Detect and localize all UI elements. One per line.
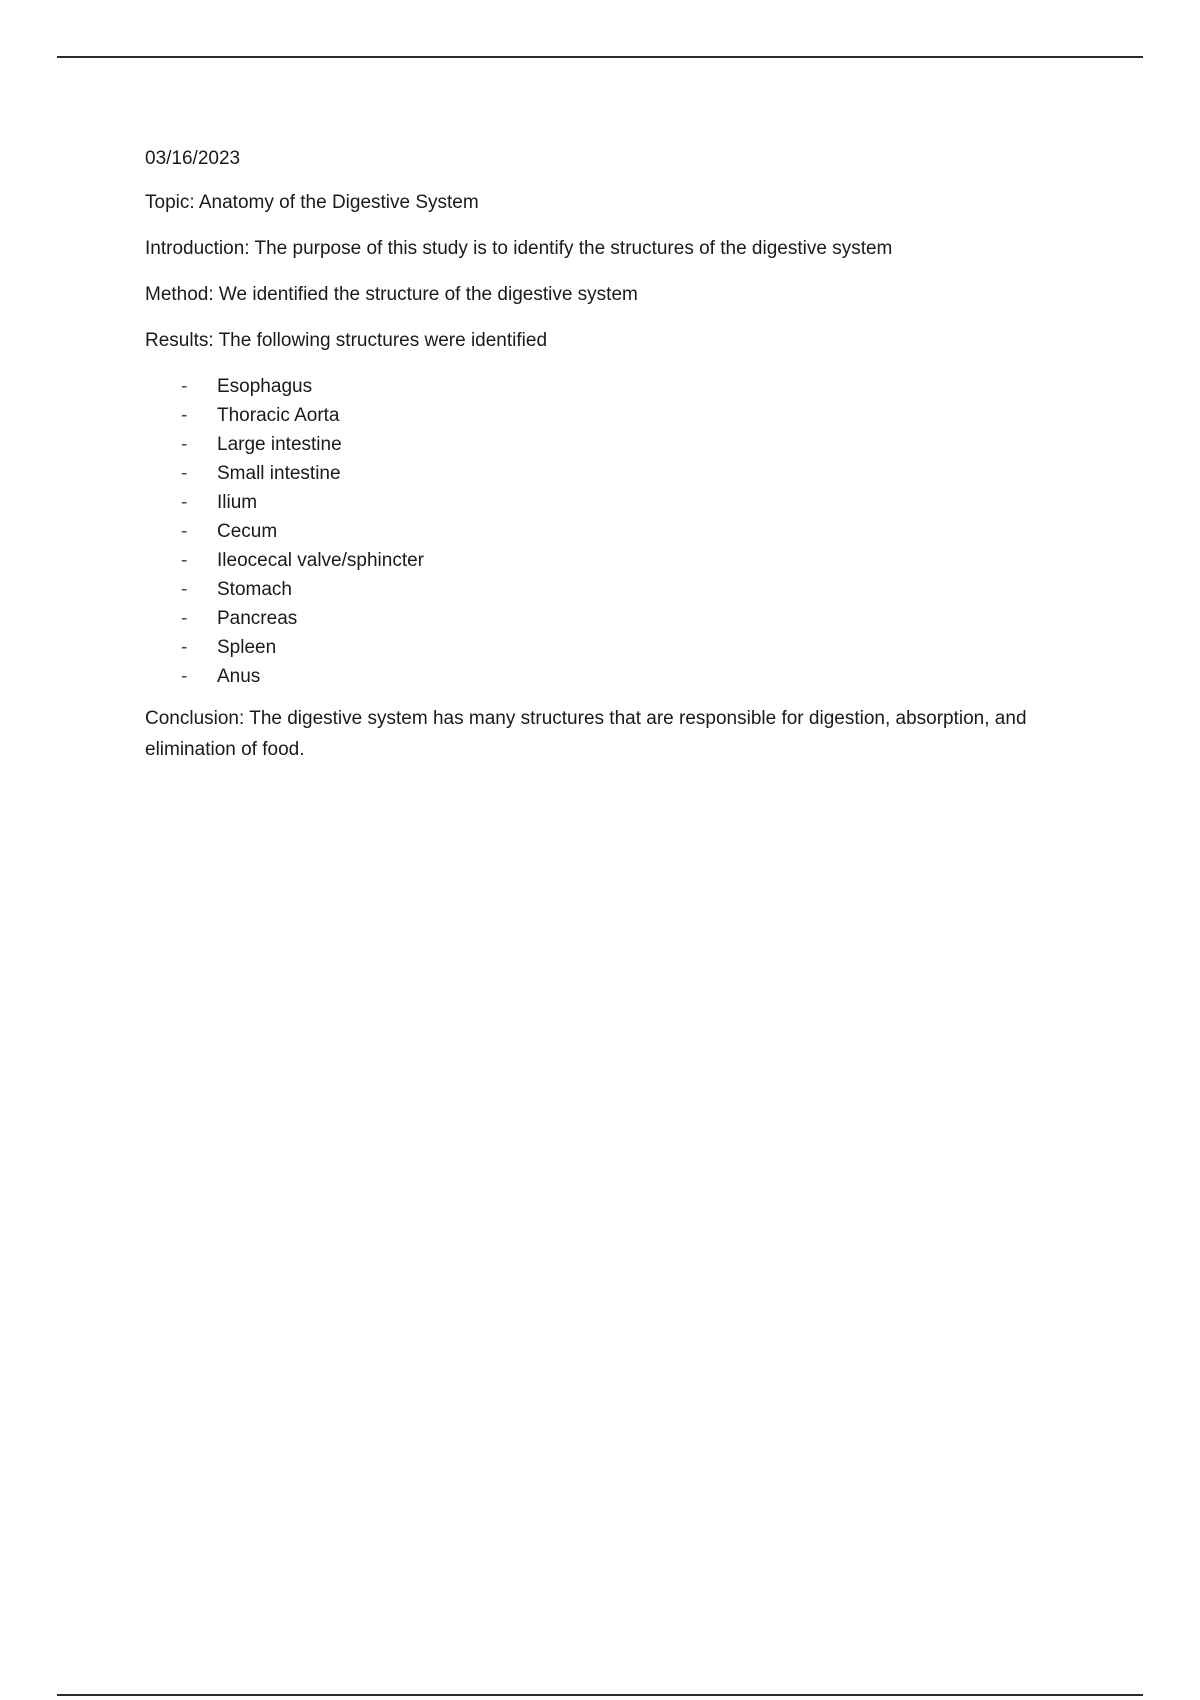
dash-bullet: -	[181, 579, 188, 600]
list-item	[145, 604, 1095, 633]
conclusion-paragraph: Conclusion: The digestive system has many structures that are responsible for digestion, absorption, and elimination of food.	[145, 708, 1027, 760]
list-item	[145, 517, 1095, 546]
list-item	[145, 459, 1095, 488]
structure-label: Ilium	[217, 492, 258, 513]
structure-label: Anus	[217, 666, 261, 687]
results-paragraph: Results: The following structures were identified	[145, 330, 548, 351]
structure-label: Thoracic Aorta	[217, 405, 340, 426]
dash-bullet: -	[181, 376, 188, 397]
list-item	[145, 575, 1095, 604]
structure-label: Small intestine	[217, 463, 341, 484]
dash-bullet: -	[181, 550, 188, 571]
dash-bullet: -	[181, 463, 188, 484]
structure-label: Cecum	[217, 521, 278, 542]
topic-line: Topic: Anatomy of the Digestive System	[145, 192, 479, 213]
dash-bullet: -	[181, 521, 188, 542]
list-item	[145, 430, 1095, 459]
structure-label: Stomach	[217, 579, 292, 600]
dash-bullet: -	[181, 434, 188, 455]
method-paragraph: Method: We identified the structure of the digestive system	[145, 284, 638, 305]
list-item	[145, 401, 1095, 430]
structure-label: Pancreas	[217, 608, 298, 629]
structure-label: Ileocecal valve/sphincter	[217, 550, 424, 571]
list-item	[145, 546, 1095, 575]
dash-bullet: -	[181, 405, 188, 426]
structure-label: Esophagus	[217, 376, 313, 397]
list-item	[145, 488, 1095, 517]
footer-rule	[57, 1694, 1143, 1696]
structure-label: Spleen	[217, 637, 277, 658]
dash-bullet: -	[181, 666, 188, 687]
list-item	[145, 662, 1095, 691]
structures-list	[145, 372, 1095, 691]
dash-bullet: -	[181, 637, 188, 658]
document-date: 03/16/2023	[145, 148, 241, 169]
list-item	[145, 633, 1095, 662]
document-body	[145, 144, 1095, 781]
list-item	[145, 372, 1095, 401]
introduction-paragraph: Introduction: The purpose of this study is to identify the structures of the digestive system	[145, 238, 893, 259]
dash-bullet: -	[181, 492, 188, 513]
header-rule	[57, 56, 1143, 58]
structure-label: Large intestine	[217, 434, 342, 455]
dash-bullet: -	[181, 608, 188, 629]
